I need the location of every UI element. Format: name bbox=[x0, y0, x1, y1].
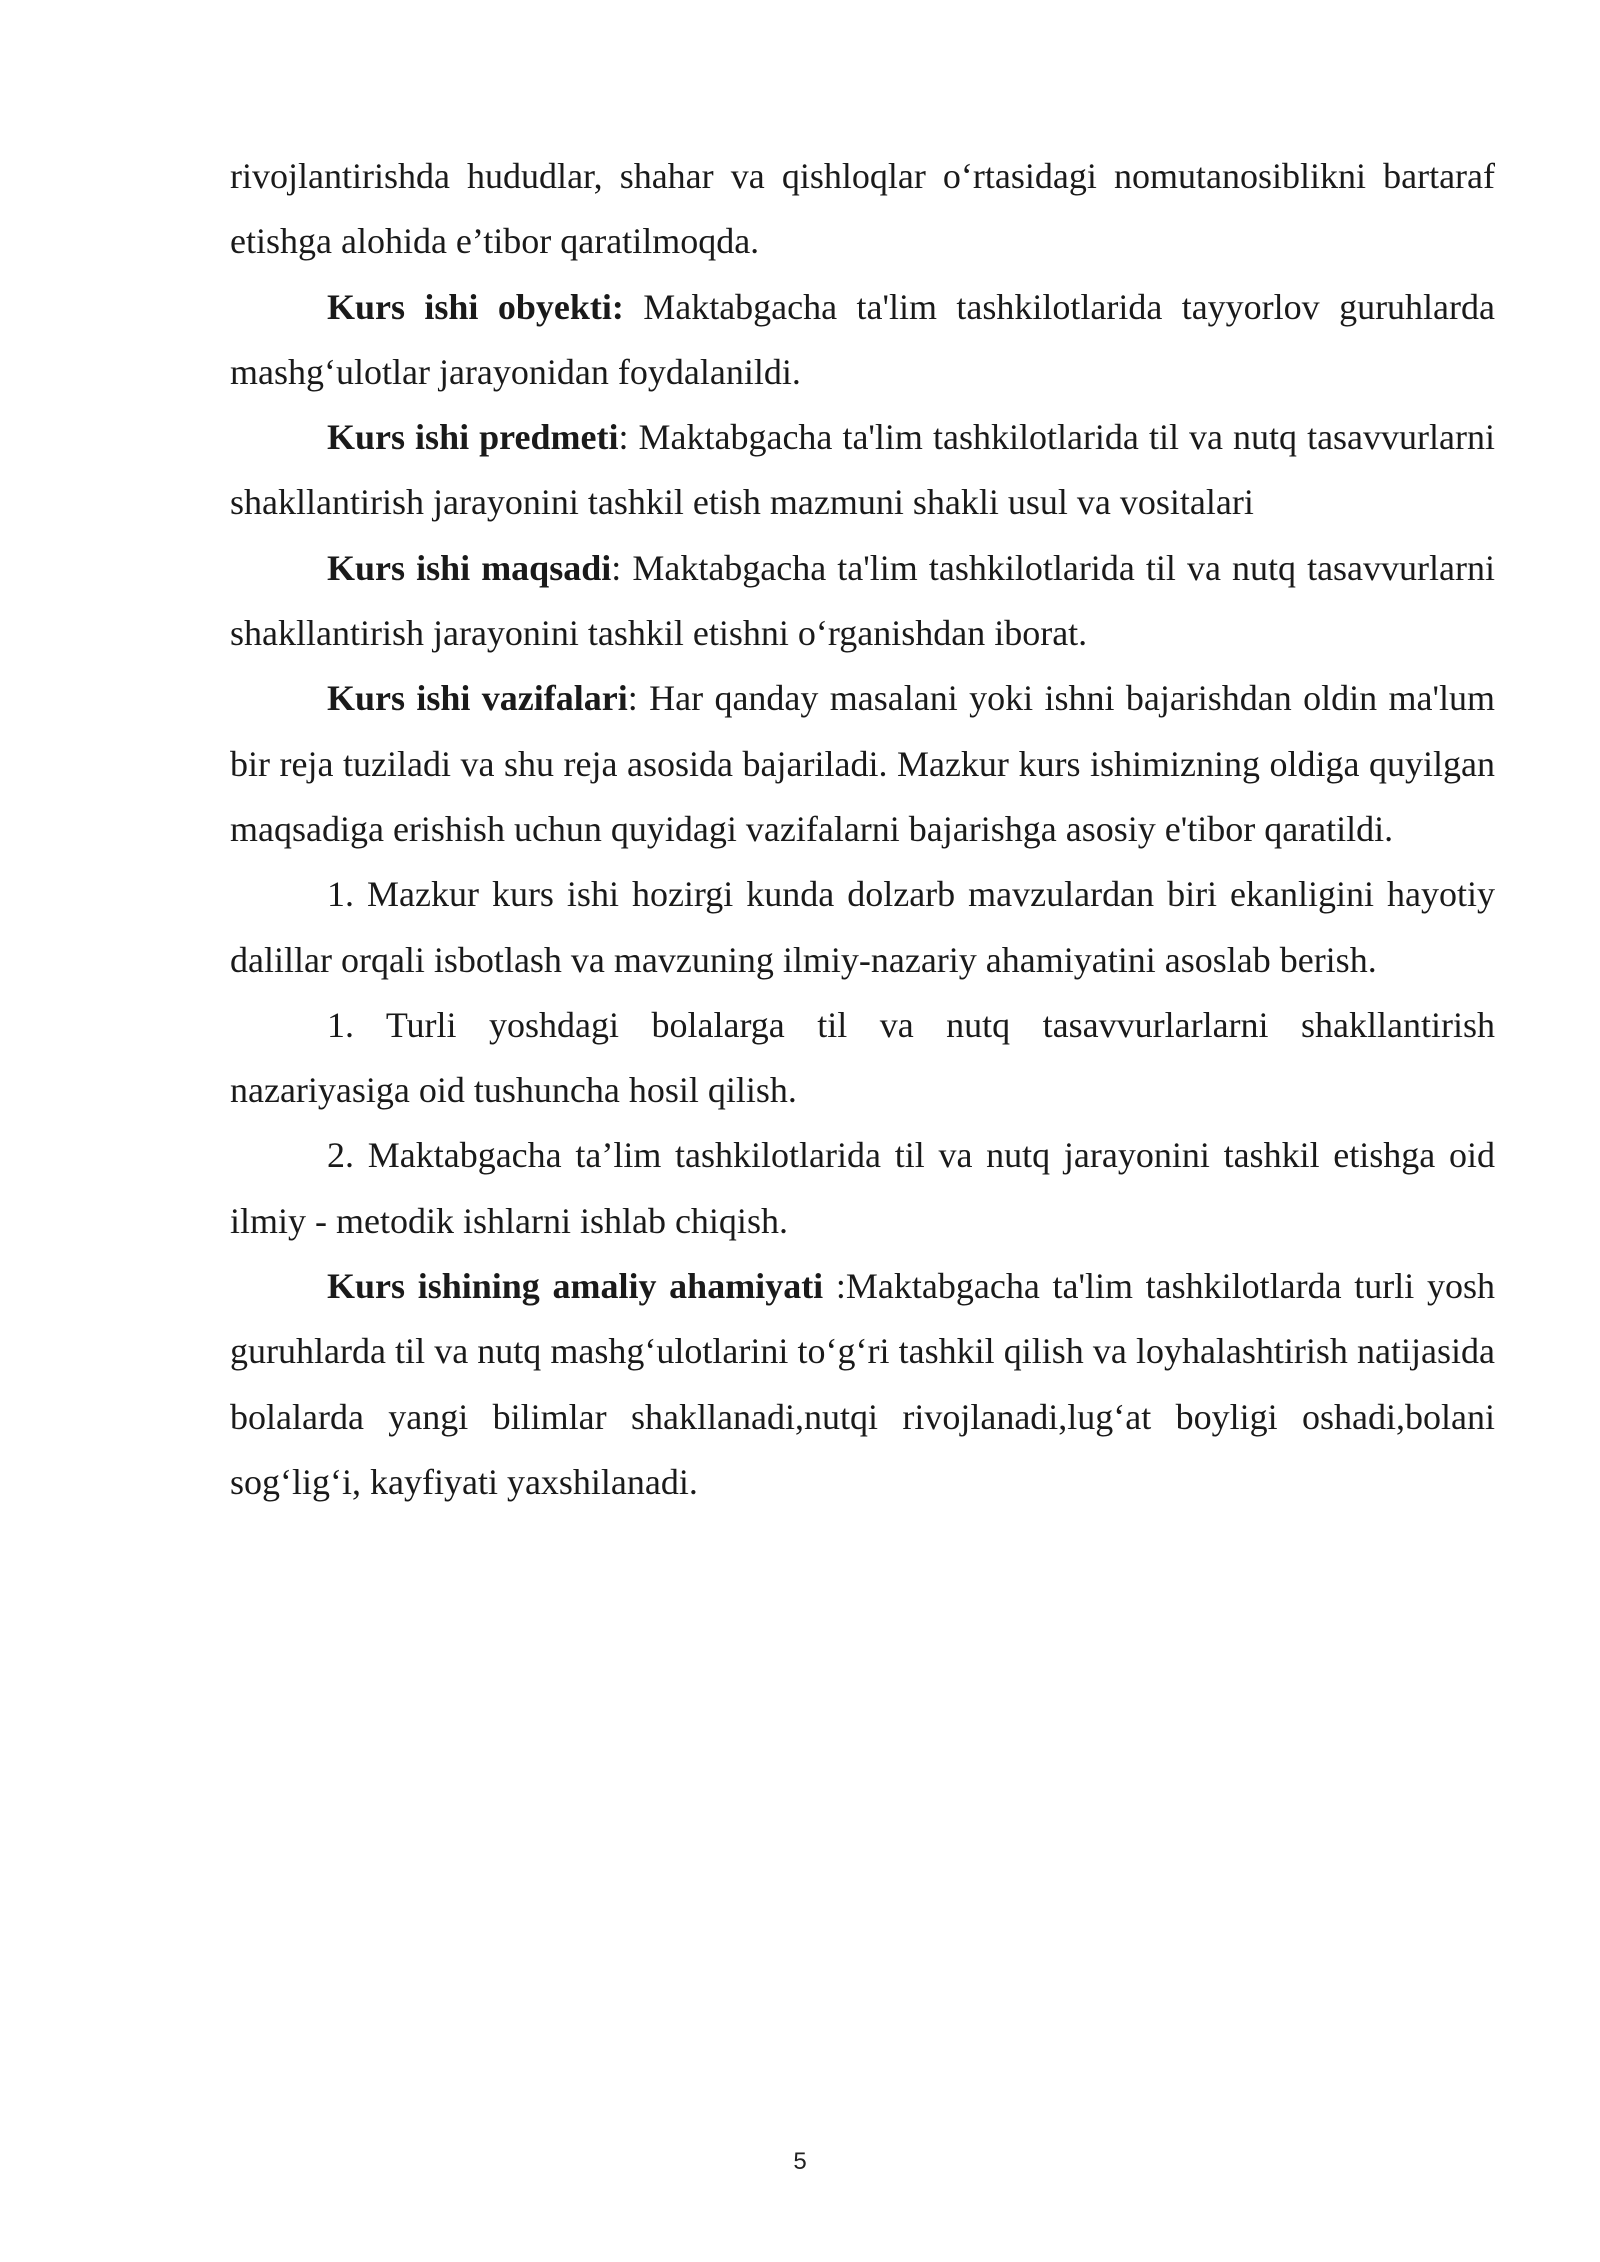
paragraph-heading: Kurs ishi obyekti: bbox=[327, 286, 624, 327]
list-item-task-1b bbox=[230, 993, 1495, 1124]
paragraph-text: :Maktabgacha ta'lim tashkilotlarda turli yosh guruhlarda til va nutq mashg‘ulotlarini to‘g‘ri tashkil qilish va loyhalashtirish natijasida bolalarda yangi bilimlar shakllanadi,nutqi rivojlanadi,lug‘at boyligi oshadi,bolani sog‘lig‘i, kayfiyati yaxshilanadi. bbox=[230, 1266, 1495, 1502]
paragraph-text: : Maktabgacha ta'lim tashkilotlarida til va nutq tasavvurlarni shakllantirish jarayonini tashkil etish mazmuni shakli usul va vositalari bbox=[230, 417, 1495, 523]
paragraph-heading: Kurs ishi vazifalari bbox=[327, 678, 628, 719]
paragraph-heading: Kurs ishining amaliy ahamiyati bbox=[327, 1266, 824, 1307]
paragraph-practical-significance bbox=[230, 1254, 1495, 1515]
list-item-task-2 bbox=[230, 1123, 1495, 1254]
paragraph-course-tasks bbox=[230, 666, 1495, 862]
paragraph-course-object bbox=[230, 275, 1495, 406]
paragraph-intro-continuation bbox=[230, 144, 1495, 275]
list-item-task-1a bbox=[230, 862, 1495, 993]
paragraph-heading: Kurs ishi maqsadi bbox=[327, 547, 612, 588]
paragraph-heading: Kurs ishi predmeti bbox=[327, 417, 619, 458]
paragraph-text: : Har qanday masalani yoki ishni bajarishdan oldin ma'lum bir reja tuziladi va shu reja asosida bajariladi. Mazkur kurs ishimizning oldiga quyilgan maqsadiga erishish uchun quyidagi vazifalarni bajarishga asosiy e'tibor qaratildi. bbox=[230, 678, 1496, 849]
paragraph-text: 2. Maktabgacha ta’lim tashkilotlarida til va nutq jarayonini tashkil etishga oid ilmiy - metodik ishlarni ishlab chiqish. bbox=[230, 1135, 1495, 1241]
paragraph-course-goal bbox=[230, 536, 1495, 667]
paragraph-text: rivojlantirishda hududlar, shahar va qishloqlar o‘rtasidagi nomutanosiblikni bartaraf etishga alohida e’tibor qaratilmoqda. bbox=[230, 156, 1495, 262]
paragraph-text: 1. Mazkur kurs ishi hozirgi kunda dolzarb mavzulardan biri ekanligini hayotiy dalillar orqali isbotlash va mavzuning ilmiy-nazariy ahamiyatini asoslab berish. bbox=[230, 874, 1495, 980]
page-number: 5 bbox=[793, 2148, 807, 2175]
paragraph-course-subject bbox=[230, 405, 1495, 536]
paragraph-text: : Maktabgacha ta'lim tashkilotlarida til va nutq tasavvurlarni shakllantirish jarayonini tashkil etishni o‘rganishdan iborat. bbox=[230, 547, 1495, 654]
page-body bbox=[230, 144, 1495, 1515]
paragraph-text: 1. Turli yoshdagi bolalarga til va nutq tasavvurlarlarni shakllantirish nazariyasiga oid tushuncha hosil qilish. bbox=[230, 1004, 1495, 1111]
paragraph-text: Maktabgacha ta'lim tashkilotlarida tayyorlov guruhlarda mashg‘ulotlar jarayonidan foydalanildi. bbox=[230, 286, 1495, 392]
